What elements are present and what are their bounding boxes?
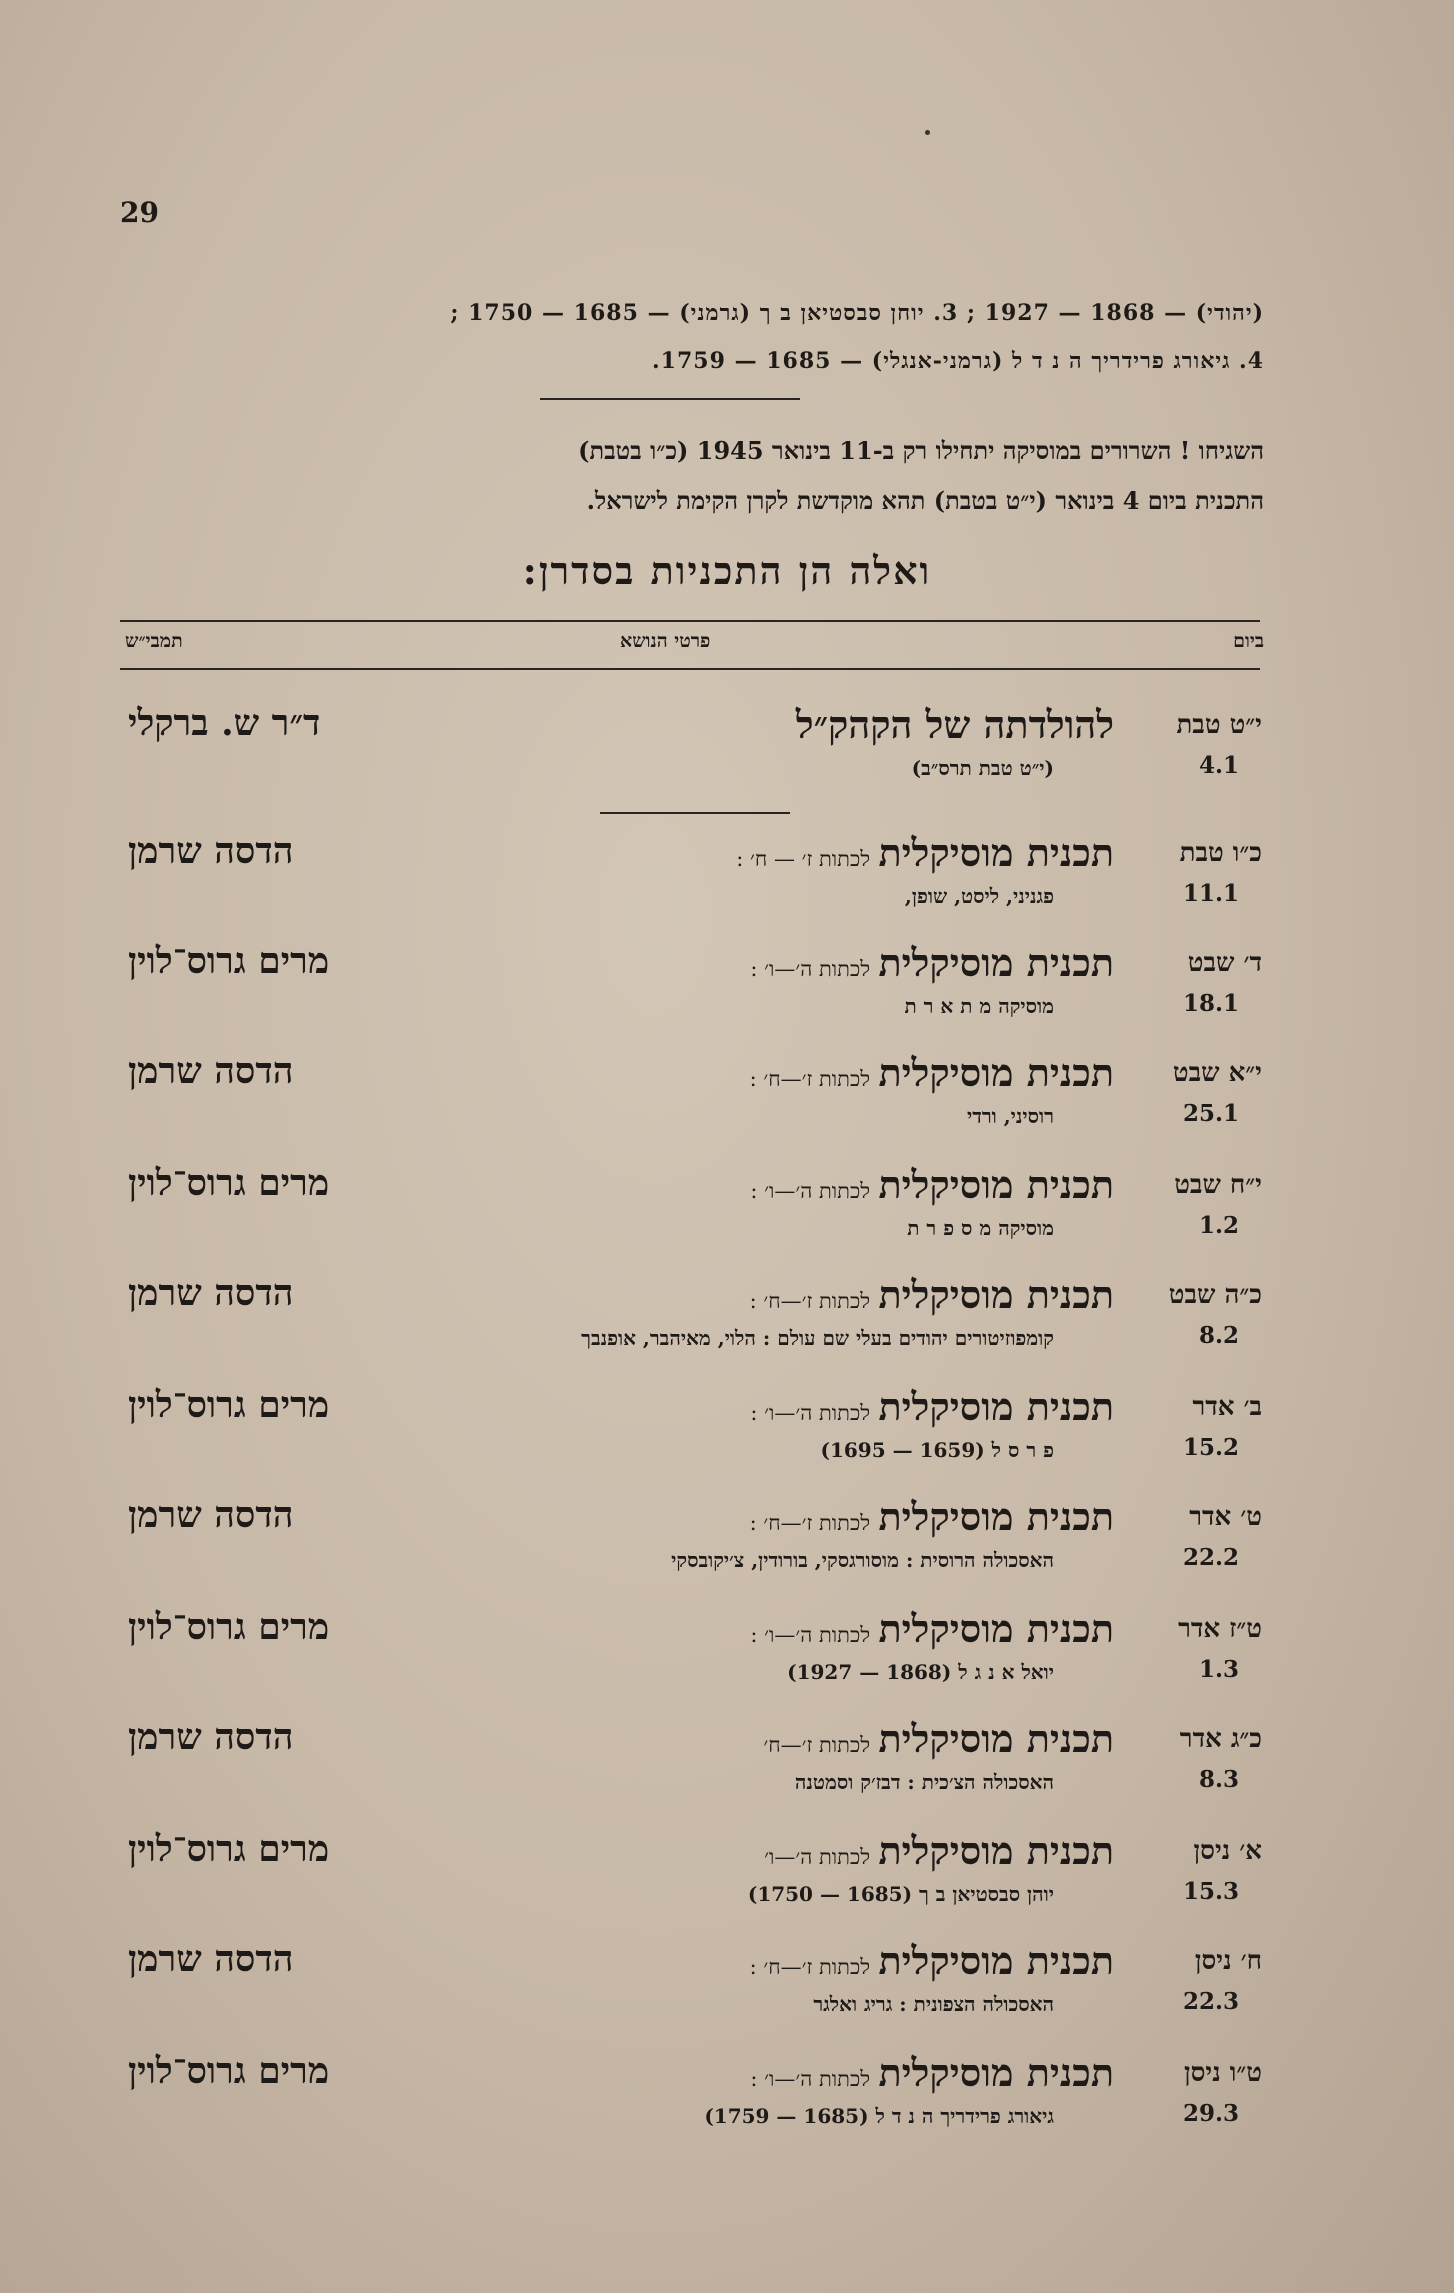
hebrew-date: ב׳ אדר <box>1192 1392 1262 1422</box>
hebrew-date: ד׳ שבט <box>1187 948 1262 978</box>
schedule-row <box>0 1938 1454 2056</box>
hebrew-date: א׳ ניסן <box>1193 1836 1262 1866</box>
lecturer-name: הדסה שרמן <box>128 830 294 872</box>
lecturer-name: הדסה שרמן <box>128 1494 294 1536</box>
gregorian-date: 15.2 <box>1182 1434 1239 1461</box>
table-header-rule <box>120 668 1260 670</box>
column-header-day: ביום <box>1233 630 1264 652</box>
program-details: (י״ט טבת תרס״ב) <box>911 756 1054 780</box>
gregorian-date: 1.2 <box>1198 1212 1239 1239</box>
program-title-main: תכנית מוסיקלית <box>878 1828 1114 1873</box>
program-title <box>750 1050 1114 1096</box>
schedule-row <box>0 940 1454 1058</box>
hebrew-date: י״א שבט <box>1172 1058 1262 1088</box>
program-classes: לכתות ה׳—ו׳ : <box>750 2067 871 2091</box>
hebrew-date: ח׳ ניסן <box>1194 1946 1262 1976</box>
schedule-row <box>0 1050 1454 1168</box>
schedule-row <box>0 1606 1454 1724</box>
lecturer-name: מרים גרוס־לוין <box>128 2050 330 2092</box>
hebrew-date: ט׳ אדר <box>1189 1502 1262 1532</box>
hebrew-date: כ״ו טבת <box>1179 838 1262 868</box>
hebrew-date: י״ח שבט <box>1174 1170 1262 1200</box>
program-details: האסכולה הרוסית : מוסורגסקי, בורודין, צ׳יקובסקי <box>671 1548 1054 1572</box>
lecturer-name: מרים גרוס־לוין <box>128 1384 330 1426</box>
program-classes: לכתות ה׳—ו׳ : <box>750 1179 871 1203</box>
schedule-row <box>0 1272 1454 1390</box>
page-number: 29 <box>120 196 159 229</box>
hebrew-date: ט״ז אדר <box>1178 1614 1262 1644</box>
program-classes: לכתות ה׳—ו׳ : <box>750 1623 871 1647</box>
hebrew-date: ט״ו ניסן <box>1184 2058 1262 2088</box>
lecturer-name: הדסה שרמן <box>128 1050 294 1092</box>
notice-line-2: התכנית ביום 4 בינואר (י״ט בטבת) תהא מוקדשת לקרן הקימת לישראל. <box>586 486 1264 515</box>
notice-line-1: השגיחו ! השרורים במוסיקה יתחילו רק ב-11 בינואר 1945 (כ״ו בטבת) <box>578 436 1264 465</box>
program-classes: לכתות ז׳—ח׳ <box>763 1733 871 1757</box>
program-title <box>750 1606 1114 1652</box>
program-title <box>750 2050 1114 2096</box>
program-details: האסכולה הצפונית : גריג ואלגר <box>813 1992 1054 2016</box>
program-title-main: להולדתה של הקהק״ל <box>795 702 1114 747</box>
program-details: פגניני, ליסט, שופן, <box>904 884 1054 908</box>
program-title <box>736 830 1114 876</box>
program-title-main: תכנית מוסיקלית <box>878 830 1114 875</box>
program-details: גיאורג פרידריך ה נ ד ל (1685 — 1759) <box>704 2104 1054 2128</box>
program-classes: לכתות ז׳—ח׳ : <box>749 1511 871 1535</box>
program-title <box>750 940 1114 986</box>
lecturer-name: מרים גרוס־לוין <box>128 1828 330 1870</box>
schedule-row <box>0 2050 1454 2168</box>
gregorian-date: 11.1 <box>1182 880 1239 907</box>
program-classes: לכתות ז׳ — ח׳ : <box>736 847 871 871</box>
program-details: יוהן סבסטיאן ב ך (1685 — 1750) <box>747 1882 1054 1906</box>
program-title <box>750 1384 1114 1430</box>
schedule-row <box>0 1494 1454 1612</box>
row-divider <box>600 812 790 814</box>
intro-line-1: (יהודי) — 1868 — 1927 ; 3. יוחן סבסטיאן ב ך (גרמני) — 1685 — 1750 ; <box>450 300 1264 326</box>
lecturer-name: הדסה שרמן <box>128 1272 294 1314</box>
table-top-rule <box>120 620 1260 622</box>
program-title <box>750 1272 1114 1318</box>
gregorian-date: 8.3 <box>1198 1766 1239 1793</box>
program-title <box>764 1828 1114 1874</box>
gregorian-date: 29.3 <box>1182 2100 1239 2127</box>
schedule-row <box>0 1828 1454 1946</box>
section-divider <box>540 398 800 400</box>
program-title-main: תכנית מוסיקלית <box>878 1384 1114 1429</box>
intro-line-2: 4. גיאורג פרידריך ה נ ד ל (גרמני-אנגלי) — 1685 — 1759. <box>652 348 1264 374</box>
program-details: רוסיני, ורדי <box>966 1104 1054 1128</box>
program-title-main: תכנית מוסיקלית <box>878 1162 1114 1207</box>
program-details: קומפוזיטורים יהודים בעלי שם עולם : הלוי, מאיהבר, אופנבך <box>581 1326 1054 1350</box>
column-header-topic: פרטי הנושא <box>620 630 711 652</box>
gregorian-date: 8.2 <box>1198 1322 1239 1349</box>
schedule-row <box>0 1162 1454 1280</box>
gregorian-date: 22.2 <box>1182 1544 1239 1571</box>
program-classes: לכתות ז׳—ח׳ : <box>749 1289 871 1313</box>
hebrew-date: כ״ה שבט <box>1168 1280 1262 1310</box>
lecturer-name: הדסה שרמן <box>128 1716 294 1758</box>
lecturer-name: מרים גרוס־לוין <box>128 940 330 982</box>
lecturer-name: מרים גרוס־לוין <box>128 1162 330 1204</box>
program-classes: לכתות ה׳—ו׳ : <box>750 957 871 981</box>
gregorian-date: 18.1 <box>1182 990 1239 1017</box>
schedule-row <box>0 1716 1454 1834</box>
gregorian-date: 15.3 <box>1182 1878 1239 1905</box>
program-title-main: תכנית מוסיקלית <box>878 1716 1114 1761</box>
program-title-main: תכנית מוסיקלית <box>878 1272 1114 1317</box>
schedule-heading: ואלה הן התכניות בסדרן: <box>522 548 932 593</box>
gregorian-date: 22.3 <box>1182 1988 1239 2015</box>
program-title <box>796 702 1114 748</box>
gregorian-date: 4.1 <box>1198 752 1239 779</box>
lecturer-name: מרים גרוס־לוין <box>128 1606 330 1648</box>
program-classes: לכתות ז׳—ח׳ : <box>749 1067 871 1091</box>
program-title <box>750 1162 1114 1208</box>
program-details: יואל א נ ג ל (1868 — 1927) <box>787 1660 1054 1684</box>
program-title-main: תכנית מוסיקלית <box>878 940 1114 985</box>
lecturer-name: ד״ר ש. ברקלי <box>128 702 321 744</box>
program-title <box>763 1716 1114 1762</box>
schedule-row <box>0 830 1454 948</box>
program-title <box>750 1494 1114 1540</box>
program-classes: לכתות ה׳—ו׳ <box>764 1845 871 1869</box>
program-classes: לכתות ה׳—ו׳ : <box>750 1401 871 1425</box>
program-title <box>750 1938 1114 1984</box>
lecturer-name: הדסה שרמן <box>128 1938 294 1980</box>
program-title-main: תכנית מוסיקלית <box>878 1606 1114 1651</box>
program-classes: לכתות ז׳—ח׳ : <box>749 1955 871 1979</box>
column-header-lecturer: תמבי״ש <box>125 630 183 652</box>
schedule-row <box>0 1384 1454 1502</box>
hebrew-date: כ״ג אדר <box>1179 1724 1262 1754</box>
program-title-main: תכנית מוסיקלית <box>878 1938 1114 1983</box>
program-title-main: תכנית מוסיקלית <box>878 2050 1114 2095</box>
paper-speck <box>925 130 930 135</box>
gregorian-date: 1.3 <box>1198 1656 1239 1683</box>
schedule-row <box>0 702 1454 820</box>
program-details: האסכולה הצ׳כית : דבז׳ק וסמטנה <box>794 1770 1054 1794</box>
program-title-main: תכנית מוסיקלית <box>878 1050 1114 1095</box>
program-details: פ ר ס ל (1659 — 1695) <box>820 1438 1054 1462</box>
hebrew-date: י״ט טבת <box>1176 710 1262 740</box>
program-title-main: תכנית מוסיקלית <box>878 1494 1114 1539</box>
gregorian-date: 25.1 <box>1182 1100 1239 1127</box>
program-details: מוסיקה מ ת א ר ת <box>904 994 1054 1018</box>
program-details: מוסיקה מ ס פ ר ת <box>907 1216 1054 1240</box>
